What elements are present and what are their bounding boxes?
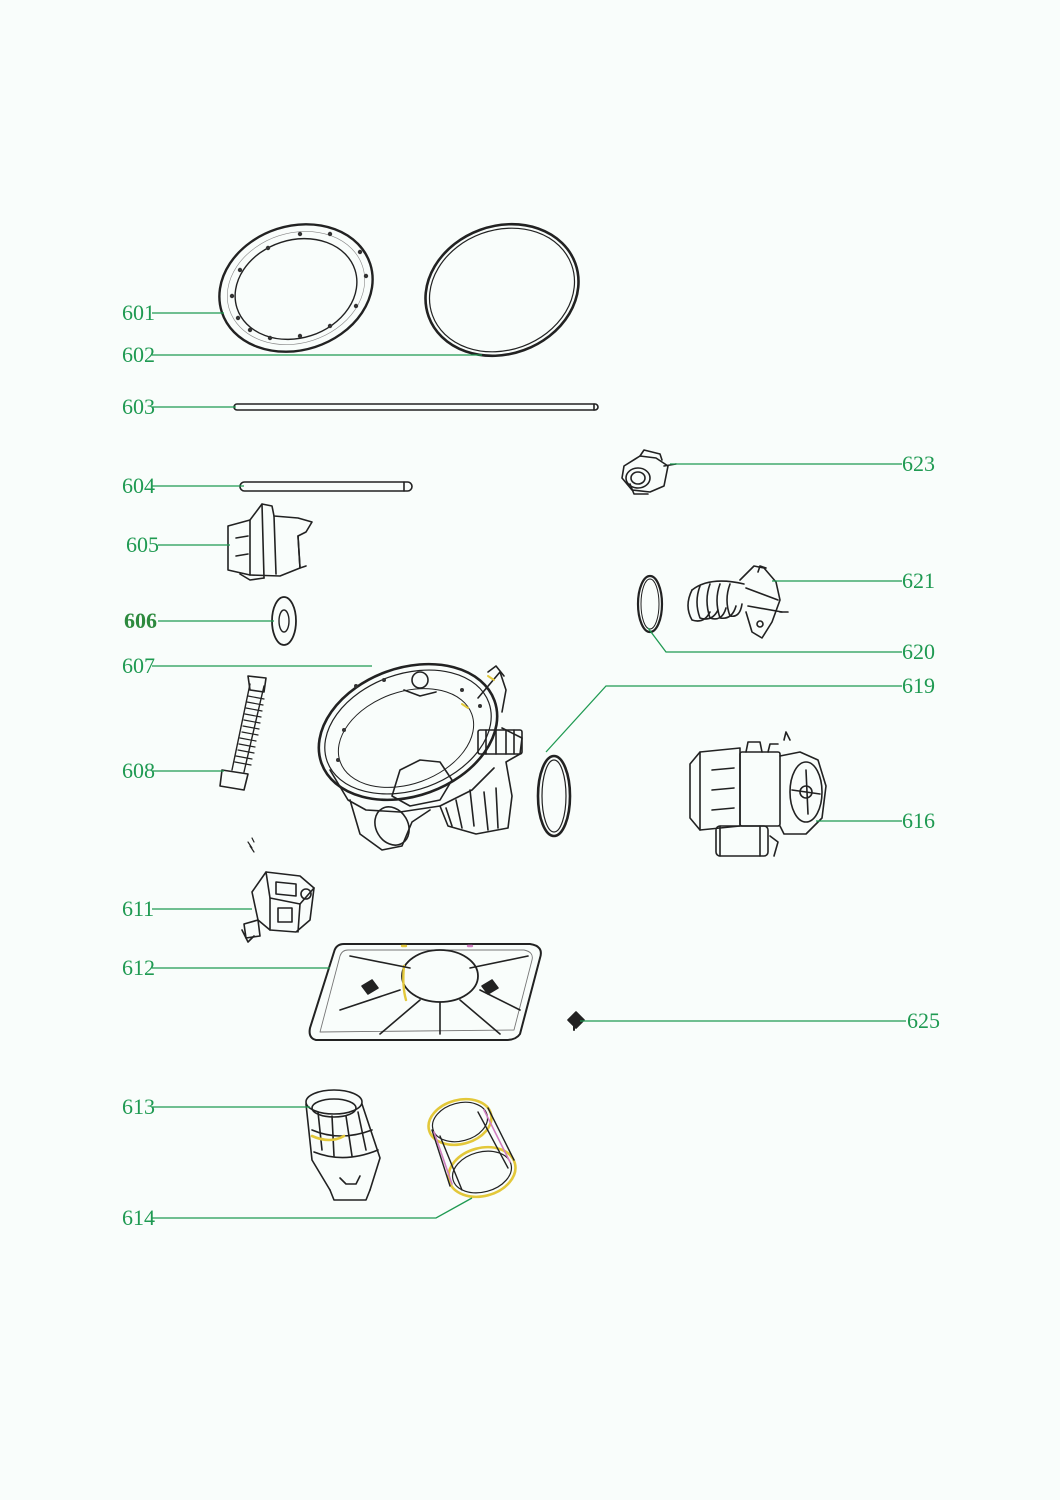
- callout-604: 604: [122, 473, 155, 498]
- callout-619: 619: [902, 673, 935, 698]
- callout-620: 620: [902, 639, 935, 664]
- callout-612: 612: [122, 955, 155, 980]
- callout-601: 601: [122, 300, 155, 325]
- part-602-gasket: [407, 203, 597, 377]
- part-612-filter-plate: [310, 944, 541, 1040]
- callout-606: 606: [124, 608, 157, 633]
- callout-608: 608: [122, 758, 155, 783]
- callout-614: 614: [122, 1205, 155, 1230]
- part-621-heater: [688, 566, 788, 638]
- part-608-corrugated-hose: [220, 676, 266, 790]
- part-606-washer: [272, 597, 296, 645]
- part-619-seal-ring: [538, 756, 570, 836]
- part-616-circulation-pump: [690, 732, 826, 856]
- part-601-mounting-ring: [203, 205, 390, 371]
- callout-625: 625: [907, 1008, 940, 1033]
- callout-602: 602: [122, 342, 155, 367]
- leader-lines: [152, 313, 906, 1218]
- callout-605: 605: [126, 532, 159, 557]
- part-607-sump-housing: [300, 640, 522, 851]
- part-604-tube: [240, 482, 412, 491]
- callout-616: 616: [902, 808, 935, 833]
- part-611-drain-pump: [242, 872, 314, 942]
- part-620-o-ring: [638, 576, 662, 632]
- small-screw: [248, 838, 254, 852]
- part-605-connector: [228, 504, 312, 580]
- callout-607: 607: [122, 653, 155, 678]
- leader-619: [546, 686, 902, 752]
- callout-623: 623: [902, 451, 935, 476]
- leader-620: [648, 628, 902, 652]
- part-623-connector: [622, 450, 676, 494]
- leader-614: [152, 1198, 472, 1218]
- part-613-fine-filter: [306, 1090, 380, 1200]
- callout-611: 611: [122, 896, 155, 921]
- part-603-rod: [234, 404, 598, 410]
- part-614-coarse-filter-frame: [423, 1092, 521, 1204]
- callout-613: 613: [122, 1094, 155, 1119]
- callout-603: 603: [122, 394, 155, 419]
- callout-621: 621: [902, 568, 935, 593]
